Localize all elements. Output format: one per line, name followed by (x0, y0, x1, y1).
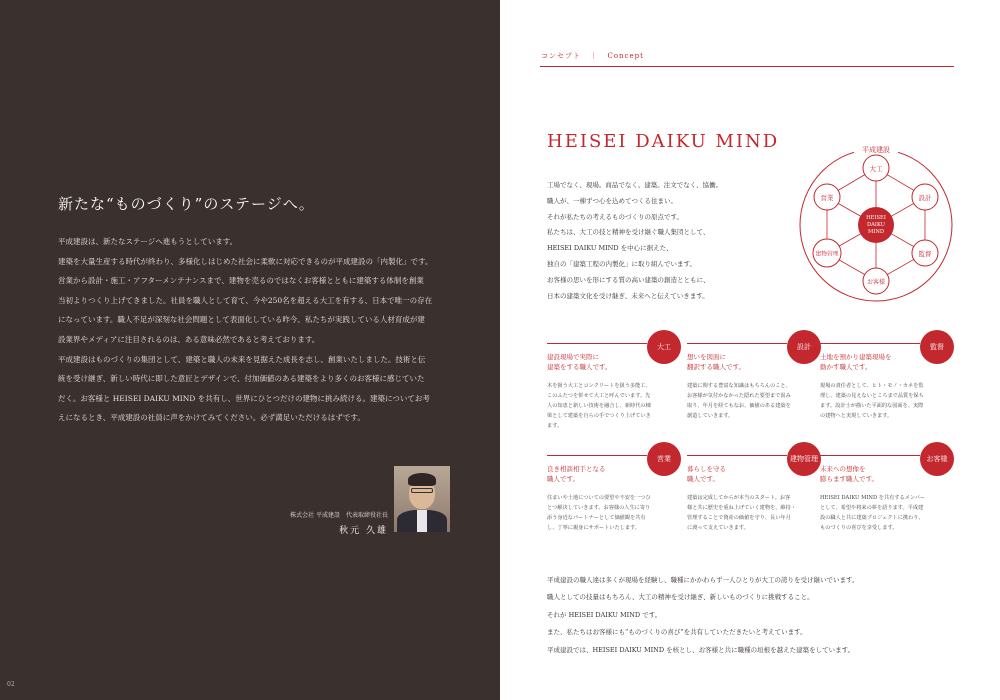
closing-line: 平成建設では、HEISEI DAIKU MIND を核とし、お客様と共に職種の垣根を越えた建築をしています。 (547, 645, 855, 654)
page-number: 02 (7, 681, 15, 688)
role-title: 未来への想像を 膨らます職人です。 (820, 465, 878, 483)
left-body-text (58, 232, 458, 428)
diagram-node-label: 大工 (869, 165, 883, 173)
body-line: 当初よりつくり上げてきました。社員を職人として育て、今や250名を超える大工を有する、日本で唯一の存在 (58, 295, 433, 305)
body-line: 建築を大量生産する時代が終わり、多様化しはじめた社会に柔軟に対応できるのが平成建設の「内製化」です。 (58, 256, 433, 266)
intro-line: 工場でなく、現場。商品でなく、建築。注文でなく、協働。 (547, 181, 723, 189)
caption-name: 秋元 久雄 (339, 526, 388, 536)
intro-line: それが私たちの考えるものづくりの原点です。 (547, 212, 683, 221)
role-description: 建築は完成してからが本当のスタート。お客 様と共に歴史を重ね上げていく建物を、維持・ 管理することで資産の価値を守り、長い年月 に渡って支えていきます。 (687, 495, 796, 531)
section-label (541, 51, 650, 61)
role-badge: 建物管理 (787, 442, 821, 476)
body-line: だく。お客様と HEISEI DAIKU MIND を共有し、世界にひとつだけの建物に挑み続ける。建築についてお考 (58, 393, 430, 403)
intro-line: 私たちは、大工の技と精神を受け継ぐ職人集団として、 (547, 228, 710, 237)
role-title: 暮らしを守る 職人です。 (687, 465, 726, 483)
role-description: 建築に関する豊富な知識はもちろんのこと、 お客様が気付かなかった隠れた要望まで汲み 取り、年月を経てもなお、価値のある建築を 創造していきます。 (687, 383, 791, 419)
intro-line: 職人が、一棟ずつ心を込めてつくる住まい。 (547, 196, 677, 205)
diagram-node-label: 設計 (918, 194, 932, 202)
diagram-node (912, 184, 938, 210)
diagram-center-line: DAIKU (866, 222, 886, 228)
diagram-node-label: 営業 (820, 194, 834, 202)
closing-line: それが HEISEI DAIKU MIND です。 (547, 610, 662, 619)
intro-line: 独自の「建築工程の内製化」に取り組んでいます。 (547, 259, 696, 268)
role-title: 想いを図面に 翻訳する職人です。 (687, 353, 745, 371)
section-label-jp: コンセプト (541, 52, 581, 60)
portrait-caption (290, 510, 388, 536)
caption-title: 株式会社 平成建設 代表取締役社長 (290, 512, 388, 519)
role-title: 良き相談相手となる 職人です。 (547, 465, 606, 483)
intro-line: HEISEI DAIKU MIND を中心に据えた、 (547, 244, 673, 253)
section-rule (540, 66, 954, 67)
role-badge: 監督 (920, 330, 954, 364)
role-description: 住まいや土地についての要望や不安を一つひ とつ解決していきます。お客様の人生に寄り 添う身近なパートナーとして価値観を共有 し、丁寧に親身にサポートいたします。 (547, 495, 651, 531)
role-description: HEISEI DAIKU MIND を共有するメンバー として、希望や将来の夢を語ります。平成建 設の職人と共に建築プロジェクトに携わり、 ものづくりの喜びを享受します。 (820, 495, 926, 531)
diagram-node (813, 239, 841, 267)
section-label-separator: ｜ (590, 52, 599, 60)
body-line: 設業界やメディアに注目されるのは、ある意味必然であると考えております。 (58, 334, 320, 344)
role-description: 現場の責任者として、ヒト・モノ・カネを監 理し、建築の見えないところまで品質を保ち ます。設計士が描いた平面的な図面を、実際 の建物へと実現していきます。 (820, 383, 924, 419)
body-line: 平成建設は、新たなステージへ進もうとしています。 (58, 237, 238, 246)
closing-line: また、私たちはお客様にも“ものづくりの喜び”を共有していただきたいと考えています。 (547, 628, 807, 637)
role-badge: 大工 (647, 330, 681, 364)
section-label-en: Concept (607, 52, 644, 60)
left-heading: 新たな“ものづくり”のステージへ。 (58, 195, 315, 213)
diagram-outer-label: 平成建設 (862, 146, 890, 154)
intro-text (547, 178, 797, 304)
closing-line: 平成建設の職人達は多くが現場を経験し、職種にかかわらず一人ひとりが大工の誇りを受け継いでいます。 (547, 576, 859, 584)
diagram-node (814, 184, 840, 210)
intro-line: お客様の思いを形にする質の高い建築の創造とともに、 (547, 275, 710, 284)
body-line: えになるとき、平成建設の社員に声をかけてみてください。必ず満足いただけるはずです。 (58, 413, 365, 423)
right-page (500, 0, 1000, 700)
diagram-center-line: MIND (867, 229, 885, 235)
diagram-node-label: 建物管理 (815, 251, 839, 258)
body-line: 平成建設はものづくりの集団として、建築と職人の未来を見据えた成長を志し、創業いたしました。技術と伝 (58, 354, 426, 364)
page-title: HEISEI DAIKU MIND (547, 131, 780, 152)
role-badge: お客様 (920, 442, 954, 476)
diagram-center-line: HEISEI (866, 215, 886, 221)
diagram-node-label: 監督 (918, 250, 932, 258)
body-line: になっています。職人不足が深刻な社会問題として表面化している昨今、私たちが実践している人材育成が建 (58, 315, 425, 325)
concept-diagram (796, 131, 956, 311)
body-line: 営業から設計・施工・アフターメンテナンスまで、建物を売るのではなくお客様とともに建築する体制を創業 (58, 276, 424, 286)
closing-text (547, 572, 957, 659)
role-badge: 営業 (647, 442, 681, 476)
role-description: 木を扱う大工とコンクリートを扱う多能工、 このふたつを併せて大工と呼んでいます。先 人の知恵と新しい技術を融合し、新時代の棟 梁として建築を自らの手でつくり上げていき ます。 (547, 383, 651, 429)
diagram-node (912, 240, 938, 266)
role-title: 土地を預かり建築現場を 動かす職人です。 (820, 353, 892, 371)
role-title: 建設現場で実際に 建築をする職人です。 (547, 353, 612, 371)
body-line: 統を受け継ぎ、新しい時代に即した意匠とデザインで、付加価値のある建築をより多くのお客様に感じていた (58, 374, 425, 384)
role-badge: 設計 (787, 330, 821, 364)
intro-line: 日本の建築文化を受け継ぎ、未来へと伝えていきます。 (547, 291, 709, 300)
diagram-node (863, 268, 889, 294)
president-portrait (394, 466, 450, 532)
diagram-node (863, 155, 889, 181)
closing-line: 職人としての技量はもちろん、大工の精神を受け継ぎ、新しいものづくりに挑戦すること。 (547, 593, 814, 602)
diagram-node-label: お客様 (866, 279, 886, 286)
